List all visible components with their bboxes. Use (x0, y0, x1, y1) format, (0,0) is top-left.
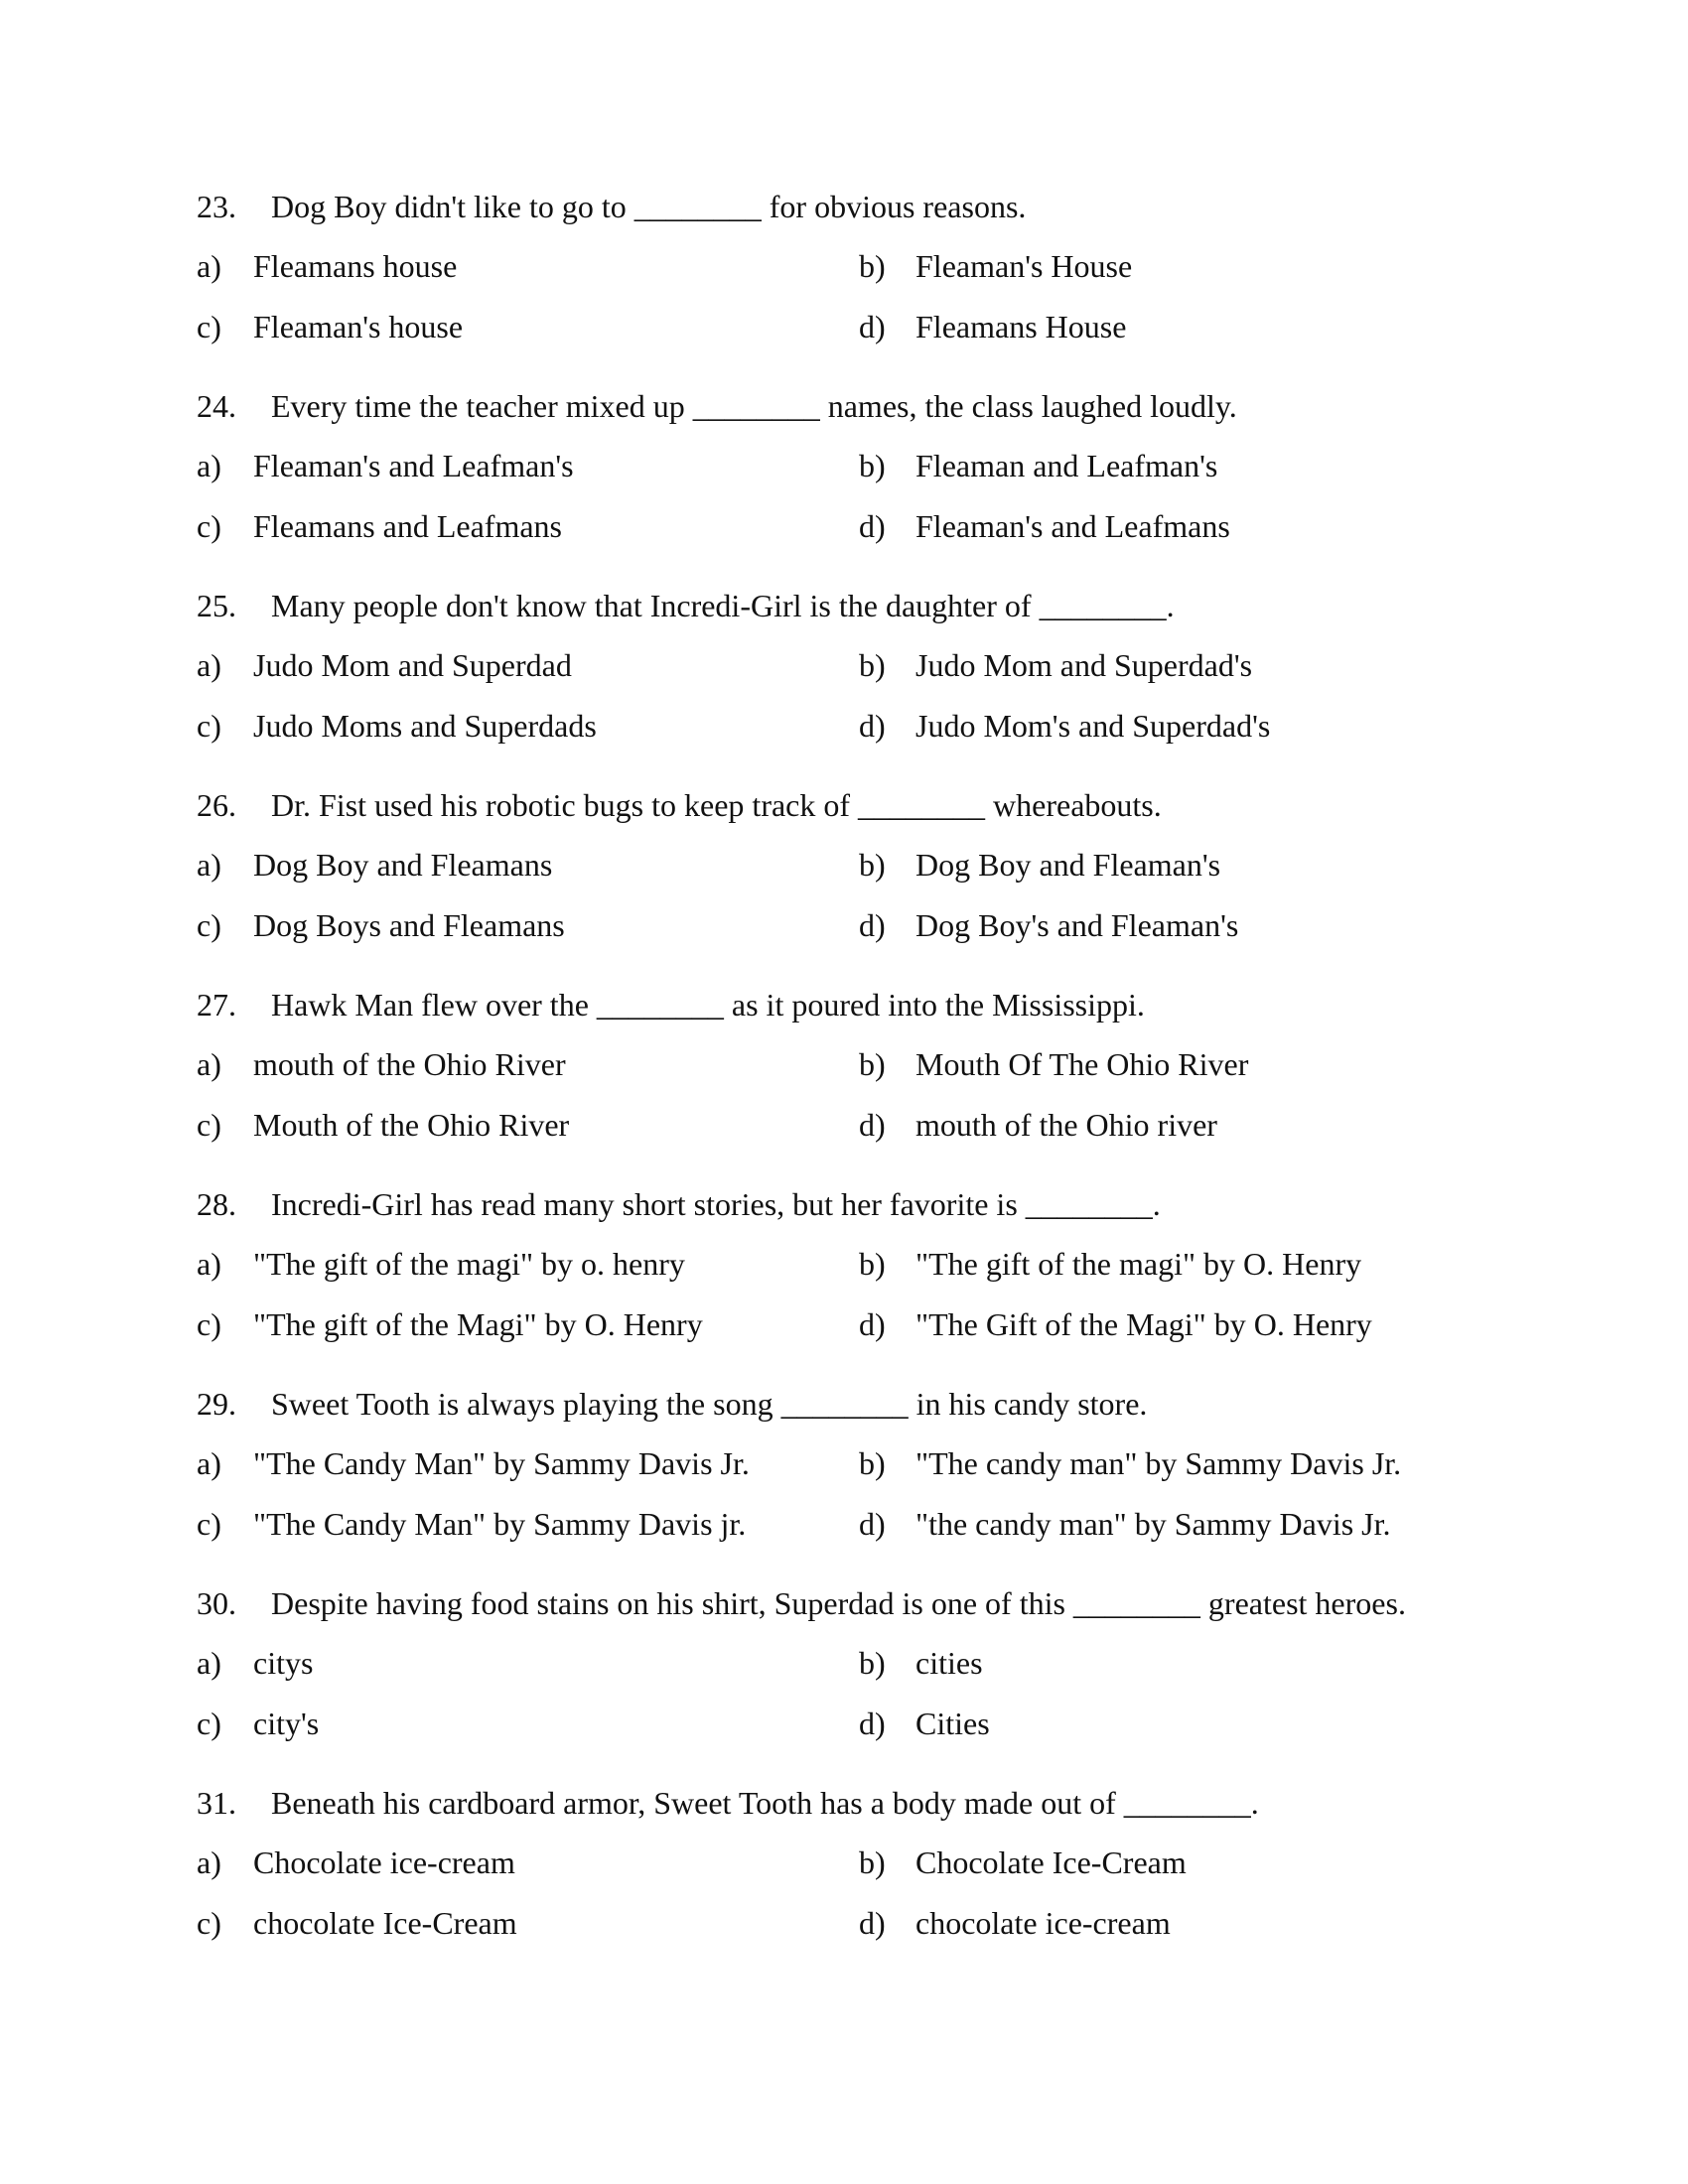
option-text: Dog Boys and Fleamans (253, 907, 565, 943)
option-text: Fleaman's and Leafmans (915, 508, 1230, 544)
question-text: Every time the teacher mixed up ________ names, the class laughed loudly. (271, 388, 1237, 424)
question-number: 27. (197, 987, 236, 1023)
option-text: mouth of the Ohio river (915, 1107, 1217, 1143)
question-text: Hawk Man flew over the ________ as it poured into the Mississippi. (271, 987, 1145, 1023)
option-letter: d) (859, 907, 886, 943)
question-stem (197, 1174, 1507, 1234)
option-letter: b) (859, 448, 886, 483)
option-row (197, 1833, 1507, 1893)
option-row (197, 1034, 1507, 1095)
option-letter: c) (197, 508, 221, 544)
question-text: Dr. Fist used his robotic bugs to keep track of ________ whereabouts. (271, 787, 1162, 823)
option-letter: d) (859, 1905, 886, 1941)
option-letter: d) (859, 1506, 886, 1542)
option-text: Cities (915, 1706, 990, 1741)
option-letter: a) (197, 1046, 221, 1082)
option-text: Chocolate Ice-Cream (915, 1844, 1187, 1880)
option-row (197, 1095, 1507, 1156)
option-text: Fleaman's House (915, 248, 1133, 284)
question-3 (197, 576, 1507, 756)
option-text: "The gift of the magi" by o. henry (253, 1246, 685, 1282)
option-text: Fleaman's house (253, 309, 464, 344)
option-letter: b) (859, 1645, 886, 1681)
option-text: chocolate Ice-Cream (253, 1905, 517, 1941)
option-row (197, 1494, 1507, 1555)
question-number: 25. (197, 588, 236, 623)
option-text: "The gift of the magi" by O. Henry (915, 1246, 1362, 1282)
question-2 (197, 376, 1507, 557)
question-stem (197, 1573, 1507, 1633)
question-text: Incredi-Girl has read many short stories, but her favorite is ________. (271, 1186, 1161, 1222)
option-letter: a) (197, 248, 221, 284)
option-row (197, 635, 1507, 696)
question-stem (197, 376, 1507, 436)
option-text: Mouth Of The Ohio River (915, 1046, 1249, 1082)
option-letter: c) (197, 1506, 221, 1542)
option-letter: c) (197, 309, 221, 344)
question-5 (197, 975, 1507, 1156)
option-text: "The Candy Man" by Sammy Davis jr. (253, 1506, 747, 1542)
option-letter: b) (859, 647, 886, 683)
question-number: 31. (197, 1785, 236, 1821)
question-stem (197, 177, 1507, 236)
question-number: 26. (197, 787, 236, 823)
question-number: 29. (197, 1386, 236, 1422)
option-letter: d) (859, 508, 886, 544)
option-row (197, 1295, 1507, 1355)
option-text: "The gift of the Magi" by O. Henry (253, 1306, 703, 1342)
question-number: 24. (197, 388, 236, 424)
option-text: Judo Mom's and Superdad's (915, 708, 1271, 744)
option-letter: b) (859, 1844, 886, 1880)
option-letter: d) (859, 1107, 886, 1143)
option-row (197, 236, 1507, 297)
question-stem (197, 576, 1507, 635)
question-stem (197, 1773, 1507, 1833)
option-text: Fleamans House (915, 309, 1127, 344)
option-letter: c) (197, 1706, 221, 1741)
option-letter: d) (859, 1306, 886, 1342)
question-number: 28. (197, 1186, 236, 1222)
question-1 (197, 177, 1507, 357)
option-text: city's (253, 1706, 320, 1741)
option-row (197, 297, 1507, 357)
option-letter: d) (859, 1706, 886, 1741)
question-7 (197, 1374, 1507, 1555)
option-text: mouth of the Ohio River (253, 1046, 566, 1082)
option-text: Judo Mom and Superdad (253, 647, 572, 683)
option-letter: c) (197, 1107, 221, 1143)
option-row (197, 1893, 1507, 1954)
question-text: Dog Boy didn't like to go to ________ for obvious reasons. (271, 189, 1027, 224)
question-text: Many people don't know that Incredi-Girl is the daughter of ________. (271, 588, 1175, 623)
option-letter: a) (197, 847, 221, 883)
question-number: 30. (197, 1585, 236, 1621)
option-letter: a) (197, 1246, 221, 1282)
option-row (197, 895, 1507, 956)
question-8 (197, 1573, 1507, 1754)
option-text: "The Gift of the Magi" by O. Henry (915, 1306, 1372, 1342)
option-row (197, 835, 1507, 895)
option-text: Dog Boy's and Fleaman's (915, 907, 1239, 943)
option-letter: a) (197, 1645, 221, 1681)
option-text: Chocolate ice-cream (253, 1844, 515, 1880)
option-text: Judo Mom and Superdad's (915, 647, 1253, 683)
option-letter: c) (197, 708, 221, 744)
question-text: Despite having food stains on his shirt, Superdad is one of this ________ greatest heroes. (271, 1585, 1406, 1621)
option-text: Dog Boy and Fleamans (253, 847, 553, 883)
option-letter: c) (197, 1905, 221, 1941)
option-text: Judo Moms and Superdads (253, 708, 597, 744)
option-text: Mouth of the Ohio River (253, 1107, 570, 1143)
option-letter: b) (859, 847, 886, 883)
question-text: Sweet Tooth is always playing the song ________ in his candy store. (271, 1386, 1148, 1422)
question-text: Beneath his cardboard armor, Sweet Tooth has a body made out of ________. (271, 1785, 1259, 1821)
question-4 (197, 775, 1507, 956)
option-row (197, 1633, 1507, 1694)
option-text: Fleamans house (253, 248, 458, 284)
option-letter: a) (197, 1844, 221, 1880)
option-text: Dog Boy and Fleaman's (915, 847, 1221, 883)
option-letter: b) (859, 1246, 886, 1282)
option-text: Fleaman's and Leafman's (253, 448, 574, 483)
option-letter: b) (859, 1046, 886, 1082)
worksheet-page (197, 177, 1507, 1973)
option-text: Fleaman and Leafman's (915, 448, 1218, 483)
option-row (197, 696, 1507, 756)
option-text: chocolate ice-cream (915, 1905, 1171, 1941)
option-text: "The candy man" by Sammy Davis Jr. (915, 1445, 1402, 1481)
option-row (197, 436, 1507, 496)
question-stem (197, 1374, 1507, 1433)
option-letter: a) (197, 647, 221, 683)
option-row (197, 1433, 1507, 1494)
option-letter: c) (197, 1306, 221, 1342)
option-letter: d) (859, 708, 886, 744)
option-letter: a) (197, 1445, 221, 1481)
option-row (197, 1694, 1507, 1754)
option-letter: b) (859, 248, 886, 284)
option-text: "the candy man" by Sammy Davis Jr. (915, 1506, 1391, 1542)
question-stem (197, 775, 1507, 835)
question-9 (197, 1773, 1507, 1954)
option-text: "The Candy Man" by Sammy Davis Jr. (253, 1445, 750, 1481)
question-number: 23. (197, 189, 236, 224)
option-row (197, 1234, 1507, 1295)
option-row (197, 496, 1507, 557)
option-text: cities (915, 1645, 983, 1681)
option-letter: a) (197, 448, 221, 483)
option-letter: c) (197, 907, 221, 943)
option-text: Fleamans and Leafmans (253, 508, 562, 544)
option-letter: b) (859, 1445, 886, 1481)
question-6 (197, 1174, 1507, 1355)
option-text: citys (253, 1645, 314, 1681)
option-letter: d) (859, 309, 886, 344)
question-stem (197, 975, 1507, 1034)
